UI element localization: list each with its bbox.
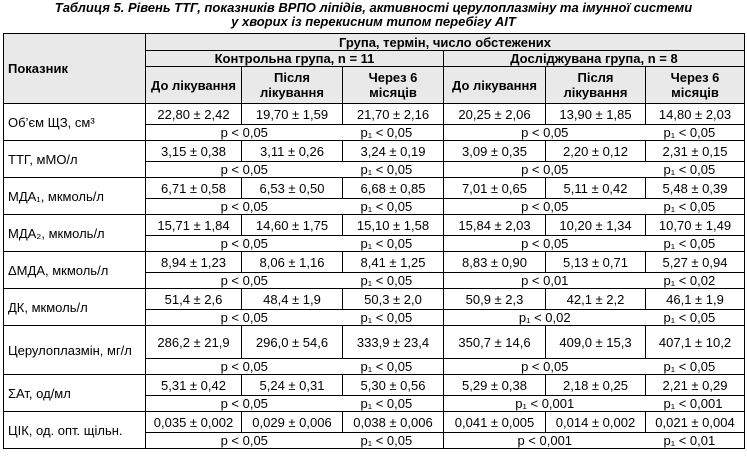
study-value-cell: 42,1 ± 2,2	[546, 289, 646, 310]
study-value-cell: 407,1 ± 10,2	[646, 326, 745, 359]
table-row	[4, 104, 745, 125]
study-value-cell: 13,90 ± 1,85	[546, 104, 646, 125]
control-p1-value: p₁ < 0,05	[343, 162, 444, 178]
study-value-cell: 7,01 ± 0,65	[444, 178, 546, 199]
study-after-header: Після лікування	[546, 67, 646, 104]
control-group-header: Контрольна група, n = 11	[146, 51, 444, 67]
study-value-cell: 5,48 ± 0,39	[646, 178, 745, 199]
table-row	[4, 412, 745, 433]
study-p-value: p < 0,01	[444, 273, 646, 289]
study-value-cell: 5,27 ± 0,94	[646, 252, 745, 273]
row-label: ТТГ, мМО/л	[4, 141, 146, 178]
study-p-value: p < 0,001	[444, 433, 646, 449]
control-value-cell: 15,10 ± 1,58	[343, 215, 444, 236]
study-value-cell: 14,80 ± 2,03	[646, 104, 745, 125]
study-p1-value: p₁ < 0,05	[646, 162, 745, 178]
study-p1-value: p₁ < 0,05	[646, 199, 745, 215]
table-row	[4, 141, 745, 162]
control-value-cell: 8,06 ± 1,16	[242, 252, 343, 273]
study-value-cell: 2,21 ± 0,29	[646, 375, 745, 396]
study-p1-value: p₁ < 0,001	[646, 396, 745, 412]
study-value-cell: 2,20 ± 0,12	[546, 141, 646, 162]
control-value-cell: 8,94 ± 1,23	[146, 252, 242, 273]
study-value-cell: 3,09 ± 0,35	[444, 141, 546, 162]
control-value-cell: 3,24 ± 0,19	[343, 141, 444, 162]
row-label: ДК, мкмоль/л	[4, 289, 146, 326]
table-body	[4, 104, 745, 449]
control-value-cell: 19,70 ± 1,59	[242, 104, 343, 125]
control-p-value: p < 0,05	[146, 125, 343, 141]
table-row	[4, 252, 745, 273]
control-p-value: p < 0,05	[146, 359, 343, 375]
study-value-cell: 20,25 ± 2,06	[444, 104, 546, 125]
control-value-cell: 6,68 ± 0,85	[343, 178, 444, 199]
study-p1-value: p₁ < 0,05	[646, 359, 745, 375]
control-p1-value: p₁ < 0,05	[343, 199, 444, 215]
control-p-value: p < 0,05	[146, 396, 343, 412]
study-value-cell: 0,041 ± 0,005	[444, 412, 546, 433]
table-caption	[0, 0, 747, 29]
control-after-header: Після лікування	[242, 67, 343, 104]
control-value-cell: 5,24 ± 0,31	[242, 375, 343, 396]
study-value-cell: 350,7 ± 14,6	[444, 326, 546, 359]
control-p-value: p < 0,05	[146, 310, 343, 326]
control-value-cell: 15,71 ± 1,84	[146, 215, 242, 236]
control-p-value: p < 0,05	[146, 433, 343, 449]
results-table	[3, 33, 745, 449]
study-value-cell: 10,70 ± 1,49	[646, 215, 745, 236]
study-p1-value: p₁ < 0,01	[646, 433, 745, 449]
control-value-cell: 0,038 ± 0,006	[343, 412, 444, 433]
control-before-header: До лікування	[146, 67, 242, 104]
control-value-cell: 21,70 ± 2,16	[343, 104, 444, 125]
control-6m-header: Через 6 місяців	[343, 67, 444, 104]
table-row	[4, 289, 745, 310]
study-value-cell: 5,13 ± 0,71	[546, 252, 646, 273]
study-p-value: p₁ < 0,001	[444, 396, 646, 412]
control-p1-value: p₁ < 0,05	[343, 273, 444, 289]
study-value-cell: 50,9 ± 2,3	[444, 289, 546, 310]
control-p-value: p < 0,05	[146, 199, 343, 215]
study-p-value: p < 0,05	[444, 162, 646, 178]
control-p1-value: p₁ < 0,05	[343, 125, 444, 141]
study-p1-value: p₁ < 0,05	[646, 236, 745, 252]
row-label: МДА₂, мкмоль/л	[4, 215, 146, 252]
table-row	[4, 326, 745, 359]
row-label: ЦІК, од. опт. щільн.	[4, 412, 146, 449]
control-value-cell: 5,31 ± 0,42	[146, 375, 242, 396]
control-value-cell: 51,4 ± 2,6	[146, 289, 242, 310]
study-value-cell: 409,0 ± 15,3	[546, 326, 646, 359]
control-value-cell: 50,3 ± 2,0	[343, 289, 444, 310]
control-p1-value: p₁ < 0,05	[343, 433, 444, 449]
control-value-cell: 22,80 ± 2,42	[146, 104, 242, 125]
study-value-cell: 5,29 ± 0,38	[444, 375, 546, 396]
control-p-value: p < 0,05	[146, 236, 343, 252]
study-value-cell: 10,20 ± 1,34	[546, 215, 646, 236]
study-p-value: p < 0,05	[444, 199, 646, 215]
study-value-cell: 2,18 ± 0,25	[546, 375, 646, 396]
study-value-cell: 0,014 ± 0,002	[546, 412, 646, 433]
control-p-value: p < 0,05	[146, 273, 343, 289]
control-value-cell: 6,53 ± 0,50	[242, 178, 343, 199]
control-p1-value: p₁ < 0,05	[343, 359, 444, 375]
control-p1-value: p₁ < 0,05	[343, 396, 444, 412]
caption-line-2: у хворих із перекисним типом перебігу АІТ	[231, 14, 516, 29]
row-label: ΔМДА, мкмоль/л	[4, 252, 146, 289]
row-label: Об’єм ЩЗ, см³	[4, 104, 146, 141]
control-value-cell: 296,0 ± 54,6	[242, 326, 343, 359]
control-value-cell: 3,11 ± 0,26	[242, 141, 343, 162]
row-label: ΣАт, од/мл	[4, 375, 146, 412]
study-p1-value: p₁ < 0,02	[646, 273, 745, 289]
study-p-value: p₁ < 0,02	[444, 310, 646, 326]
table-row	[4, 375, 745, 396]
control-value-cell: 48,4 ± 1,9	[242, 289, 343, 310]
study-p-value: p < 0,05	[444, 125, 646, 141]
control-value-cell: 8,41 ± 1,25	[343, 252, 444, 273]
control-value-cell: 286,2 ± 21,9	[146, 326, 242, 359]
row-label: МДА₁, мкмоль/л	[4, 178, 146, 215]
study-value-cell: 46,1 ± 1,9	[646, 289, 745, 310]
study-value-cell: 2,31 ± 0,15	[646, 141, 745, 162]
study-p1-value: p₁ < 0,05	[646, 125, 745, 141]
study-6m-header: Через 6 місяців	[646, 67, 745, 104]
study-value-cell: 0,021 ± 0,004	[646, 412, 745, 433]
study-group-header: Досліджувана група, n = 8	[444, 51, 745, 67]
control-value-cell: 5,30 ± 0,56	[343, 375, 444, 396]
study-p-value: p < 0,05	[444, 236, 646, 252]
row-label: Церулоплазмін, мг/л	[4, 326, 146, 375]
indicator-header: Показник	[4, 34, 146, 104]
control-value-cell: 0,029 ± 0,006	[242, 412, 343, 433]
table-row	[4, 178, 745, 199]
study-p-value: p < 0,05	[444, 359, 646, 375]
control-value-cell: 333,9 ± 23,4	[343, 326, 444, 359]
study-value-cell: 15,84 ± 2,03	[444, 215, 546, 236]
study-value-cell: 8,83 ± 0,90	[444, 252, 546, 273]
group-header: Група, термін, число обстежених	[146, 34, 745, 51]
control-p-value: p < 0,05	[146, 162, 343, 178]
control-value-cell: 0,035 ± 0,002	[146, 412, 242, 433]
study-p1-value: p₁ < 0,05	[646, 310, 745, 326]
control-value-cell: 3,15 ± 0,38	[146, 141, 242, 162]
study-before-header: До лікування	[444, 67, 546, 104]
table-row	[4, 215, 745, 236]
control-value-cell: 14,60 ± 1,75	[242, 215, 343, 236]
caption-line-1: Таблиця 5. Рівень ТТГ, показників ВРПО ліпідів, активності церулоплазміну та імунної системи	[54, 0, 693, 15]
study-value-cell: 5,11 ± 0,42	[546, 178, 646, 199]
control-p1-value: p₁ < 0,05	[343, 236, 444, 252]
control-value-cell: 6,71 ± 0,58	[146, 178, 242, 199]
control-p1-value: p₁ < 0,05	[343, 310, 444, 326]
